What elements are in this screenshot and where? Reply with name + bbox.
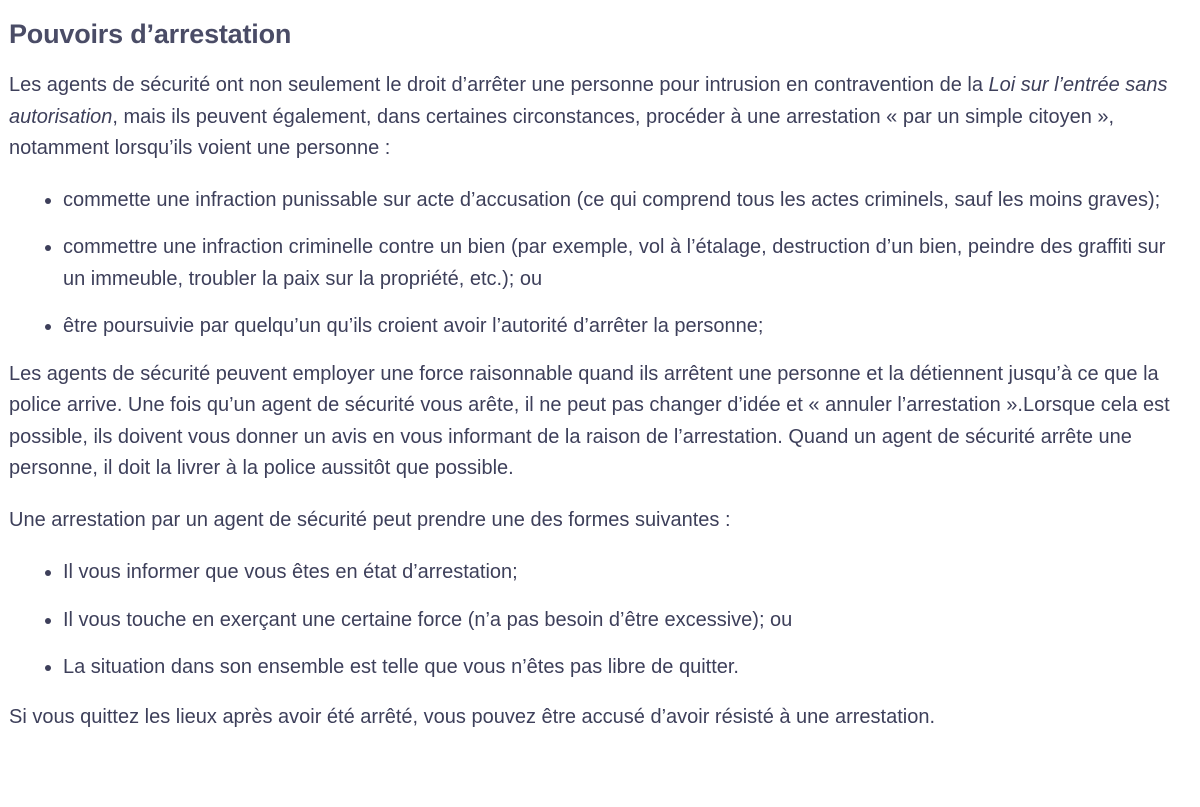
- bullet-icon: [45, 198, 51, 204]
- list-item: [63, 311, 1179, 343]
- list-item-text: La situation dans son ensemble est telle que vous n’êtes pas libre de quitter.: [63, 656, 739, 678]
- list-item-text: être poursuivie par quelqu’un qu’ils croient avoir l’autorité d’arrêter la personne;: [63, 315, 764, 337]
- list-item: [63, 605, 1179, 637]
- section-heading: Pouvoirs d’arrestation: [9, 19, 292, 49]
- list-item-text: commettre une infraction criminelle contre un bien (par exemple, vol à l’étalage, destruction d’un bien, peindre des graffiti sur un immeuble, troubler la paix sur la propriété, etc.); ou: [63, 236, 1166, 290]
- law-title: Loi sur l’entrée sans autorisation: [9, 74, 1168, 128]
- list-item-text: commette une infraction punissable sur acte d’accusation (ce qui comprend tous les actes criminels, sauf les moins graves);: [63, 188, 1161, 211]
- intro-text-start: Les agents de sécurité ont non seulement le droit d’arrêter une personne pour intrusion en contravention de la: [9, 74, 989, 96]
- list-item-text: Il vous touche en exerçant une certaine force (n’a pas besoin d’être excessive); ou: [63, 608, 793, 631]
- arrest-forms-list: [9, 557, 1179, 684]
- force-paragraph: Les agents de sécurité peuvent employer une force raisonnable quand ils arrêtent une personne et la détiennent jusqu’à ce que la police arrive. Une fois qu’un agent de sécurité vous arête, il ne peut pas changer d’idée et « annuler l’arrestation ».Lorsque cela est possible, ils doivent vous donner un avis en vous informant de la raison de l’arrestation. Quand un agent de sécurité arrête une personne, il doit la livrer à la police aussitôt que possible.: [9, 362, 1170, 479]
- intro-paragraph: [9, 70, 1179, 165]
- list-item: [63, 185, 1179, 217]
- final-paragraph: Si vous quittez les lieux après avoir été arrêté, vous pouvez être accusé d’avoir résisté à une arrestation.: [9, 705, 936, 728]
- bullet-icon: [45, 324, 51, 330]
- bullet-icon: [45, 665, 51, 671]
- list-item: [63, 557, 1179, 589]
- bullet-icon: [45, 570, 51, 576]
- bullet-icon: [45, 245, 51, 251]
- forms-intro-paragraph: Une arrestation par un agent de sécurité peut prendre une des formes suivantes :: [9, 508, 731, 531]
- intro-text-end: , mais ils peuvent également, dans certaines circonstances, procéder à une arrestation « par un simple citoyen », notamment lorsqu’ils voient une personne :: [9, 105, 1115, 159]
- list-item-text: Il vous informer que vous êtes en état d’arrestation;: [63, 561, 518, 583]
- bullet-icon: [45, 618, 51, 624]
- offence-list: [9, 185, 1179, 343]
- list-item: [63, 232, 1179, 295]
- list-item: [63, 652, 1179, 684]
